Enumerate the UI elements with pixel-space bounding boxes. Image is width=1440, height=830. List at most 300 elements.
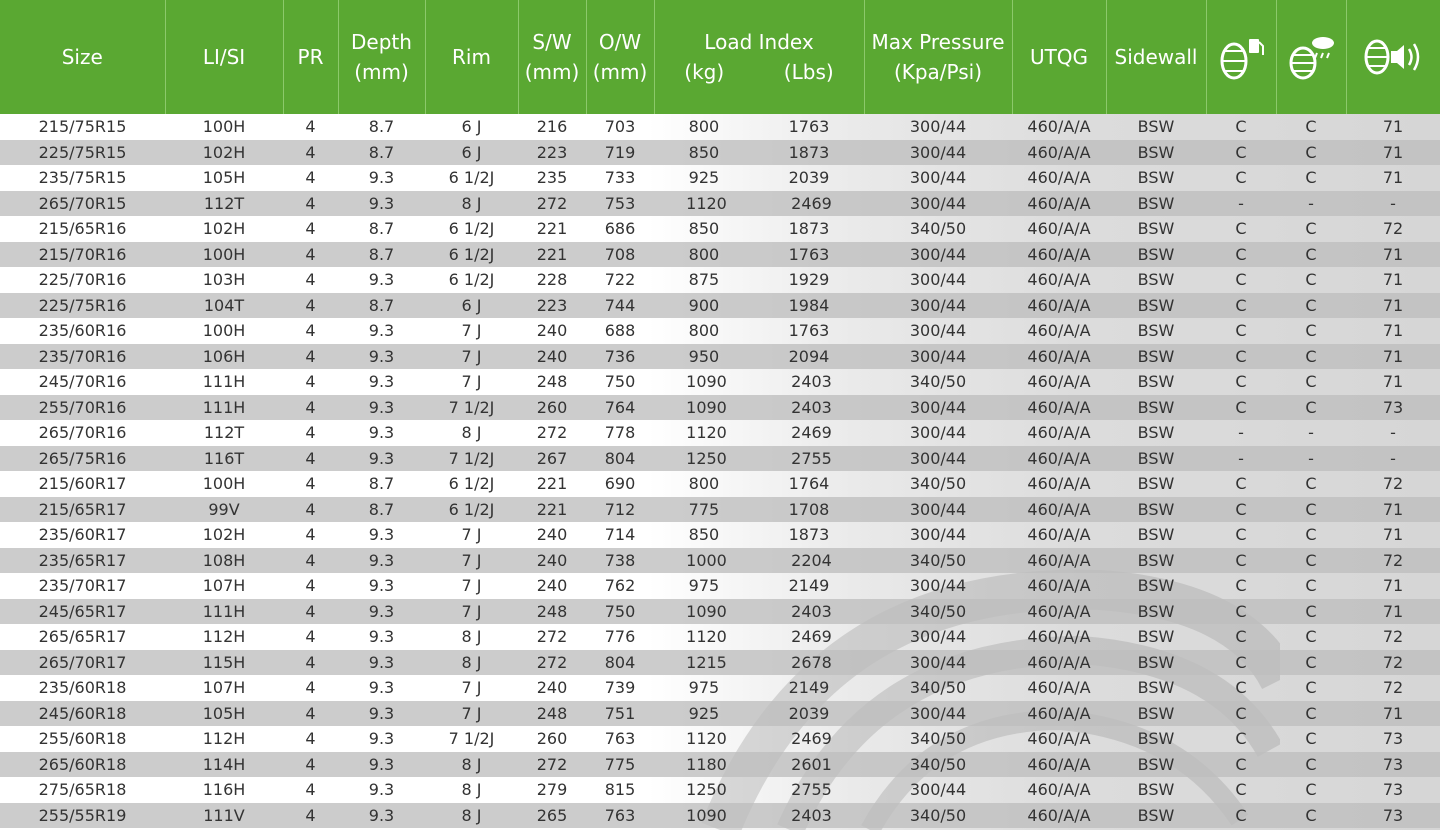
cell-max-pressure: 340/50 <box>864 548 1012 574</box>
cell-load-index <box>654 267 864 293</box>
header-sidewall: Sidewall <box>1106 0 1206 114</box>
cell-load-kg: 1250 <box>686 448 727 468</box>
cell-load-kg: 800 <box>688 321 720 340</box>
cell-pr: 4 <box>305 117 316 136</box>
cell-ow: 708 <box>586 242 654 268</box>
cell-load-lbs: 2403 <box>791 601 832 621</box>
cell-max-pressure: 340/50 <box>909 219 967 238</box>
cell-load-lbs: 1929 <box>788 270 830 289</box>
cell-fuel-rating: C <box>1206 548 1276 574</box>
cell-ow: 712 <box>586 497 654 523</box>
cell-sidewall: BSW <box>1106 803 1206 829</box>
cell-max-pressure: 300/44 <box>864 497 1012 523</box>
header-pr: PR <box>283 0 338 114</box>
cell-sw: 248 <box>518 599 586 625</box>
cell-fuel-rating: C <box>1206 803 1276 829</box>
cell-wet-rating: C <box>1305 576 1317 595</box>
cell-sw: 228 <box>536 270 568 289</box>
cell-rim: 6 1/2J <box>448 219 495 238</box>
cell-size: 265/60R18 <box>0 752 165 778</box>
cell-max-pressure: 300/44 <box>909 576 967 595</box>
cell-size: 235/70R17 <box>38 576 127 595</box>
cell-ow: 750 <box>604 372 636 391</box>
table-row <box>0 777 1440 803</box>
table-row <box>0 624 1440 650</box>
cell-rim: 8 J <box>425 752 518 778</box>
header-li-si: LI/SI <box>165 0 283 114</box>
cell-size: 235/60R17 <box>38 525 127 544</box>
cell-ow: 804 <box>586 446 654 472</box>
cell-max-pressure: 300/44 <box>864 140 1012 166</box>
cell-utqg: 460/A/A <box>1027 168 1091 187</box>
cell-utqg: 460/A/A <box>1012 548 1106 574</box>
tire-wet-icon <box>1276 0 1346 114</box>
cell-sw: 272 <box>536 423 568 442</box>
cell-load-lbs: 2469 <box>791 627 832 646</box>
cell-pr: 4 <box>283 344 338 370</box>
cell-depth: 9.3 <box>368 780 395 799</box>
cell-wet-rating: C <box>1305 627 1317 646</box>
table-body <box>0 114 1440 828</box>
cell-load-lbs: 2149 <box>788 576 830 595</box>
cell-fuel-rating: C <box>1235 627 1247 646</box>
cell-load-lbs: 1873 <box>788 142 830 162</box>
table-row <box>0 573 1440 599</box>
cell-sidewall: BSW <box>1106 650 1206 676</box>
cell-rim: 6 J <box>425 140 518 166</box>
cell-load-lbs: 2094 <box>788 346 830 366</box>
tire-fuel-icon <box>1206 0 1276 114</box>
cell-ow: 714 <box>604 525 636 544</box>
cell-utqg: 460/A/A <box>1027 627 1091 646</box>
cell-load-kg: 850 <box>688 142 720 162</box>
cell-load-kg: 800 <box>688 474 720 493</box>
cell-wet-rating: C <box>1305 474 1317 493</box>
cell-rim: 6 J <box>461 117 482 136</box>
cell-noise-db: 71 <box>1382 525 1404 544</box>
table-row <box>0 522 1440 548</box>
header-depth: Depth (mm) <box>338 0 425 114</box>
cell-ow: 736 <box>586 344 654 370</box>
cell-utqg: 460/A/A <box>1027 780 1091 799</box>
cell-li-si: 112T <box>203 423 245 442</box>
cell-load-lbs: 2039 <box>788 168 830 187</box>
cell-sidewall: BSW <box>1106 701 1206 727</box>
cell-noise-db: - <box>1346 446 1440 472</box>
cell-rim: 6 1/2J <box>425 497 518 523</box>
cell-wet-rating: C <box>1305 729 1317 748</box>
cell-load-index <box>654 471 864 497</box>
header-size: Size <box>0 0 165 114</box>
cell-fuel-rating: C <box>1235 219 1247 238</box>
cell-rim: 8 J <box>425 191 518 217</box>
cell-rim: 6 1/2J <box>448 474 495 493</box>
cell-max-pressure: 340/50 <box>864 803 1012 829</box>
cell-utqg: 460/A/A <box>1012 803 1106 829</box>
cell-wet-rating: C <box>1276 242 1346 268</box>
cell-max-pressure: 300/44 <box>864 293 1012 319</box>
cell-load-kg: 900 <box>688 295 720 315</box>
cell-load-lbs: 2403 <box>791 805 832 825</box>
cell-rim: 7 J <box>425 701 518 727</box>
cell-size: 255/55R19 <box>0 803 165 829</box>
cell-sidewall: BSW <box>1106 548 1206 574</box>
cell-fuel-rating: - <box>1238 423 1244 442</box>
cell-load-kg: 950 <box>688 346 720 366</box>
cell-li-si: 114H <box>165 752 283 778</box>
table-row <box>0 650 1440 676</box>
cell-noise-db: 71 <box>1346 497 1440 523</box>
cell-max-pressure: 300/44 <box>864 446 1012 472</box>
cell-sw: 272 <box>536 627 568 646</box>
cell-sw: 240 <box>536 321 568 340</box>
cell-size: 225/75R16 <box>0 293 165 319</box>
cell-utqg: 460/A/A <box>1012 599 1106 625</box>
cell-sidewall: BSW <box>1137 678 1175 697</box>
cell-pr: 4 <box>305 780 316 799</box>
cell-utqg: 460/A/A <box>1027 321 1091 340</box>
cell-utqg: 460/A/A <box>1012 497 1106 523</box>
cell-sw: 240 <box>536 525 568 544</box>
cell-max-pressure: 340/50 <box>909 678 967 697</box>
cell-load-kg: 775 <box>688 499 720 519</box>
cell-noise-db: 71 <box>1382 576 1404 595</box>
cell-fuel-rating: C <box>1206 395 1276 421</box>
cell-size: 225/70R16 <box>38 270 127 289</box>
cell-max-pressure: 300/44 <box>909 423 967 442</box>
cell-sw: 240 <box>518 548 586 574</box>
cell-utqg: 460/A/A <box>1012 344 1106 370</box>
cell-rim: 7 1/2J <box>425 395 518 421</box>
cell-load-kg: 925 <box>688 168 720 187</box>
cell-pr: 4 <box>305 321 316 340</box>
cell-li-si: 99V <box>165 497 283 523</box>
cell-wet-rating: C <box>1305 219 1317 238</box>
cell-depth: 9.3 <box>338 803 425 829</box>
cell-fuel-rating: C <box>1206 497 1276 523</box>
cell-ow: 815 <box>604 780 636 799</box>
cell-load-kg: 1250 <box>686 780 727 799</box>
cell-max-pressure: 340/50 <box>864 752 1012 778</box>
cell-li-si: 102H <box>202 525 246 544</box>
cell-load-lbs: 2039 <box>788 703 830 723</box>
cell-noise-db: 73 <box>1346 752 1440 778</box>
cell-load-index <box>654 624 864 650</box>
header-load-index: Load Index (kg) (Lbs) <box>654 0 864 114</box>
cell-max-pressure: 300/44 <box>864 395 1012 421</box>
cell-depth: 8.7 <box>338 293 425 319</box>
header-ow: O/W (mm) <box>586 0 654 114</box>
cell-wet-rating: C <box>1276 140 1346 166</box>
cell-sw: 248 <box>518 701 586 727</box>
cell-sw: 279 <box>536 780 568 799</box>
cell-sidewall: BSW <box>1137 525 1175 544</box>
cell-load-lbs: 1763 <box>788 244 830 264</box>
cell-load-index <box>654 777 864 803</box>
cell-sidewall: BSW <box>1137 627 1175 646</box>
cell-depth: 8.7 <box>368 474 395 493</box>
cell-noise-db: 71 <box>1382 372 1404 391</box>
cell-fuel-rating: C <box>1206 650 1276 676</box>
cell-sidewall: BSW <box>1106 752 1206 778</box>
cell-noise-db: 73 <box>1382 780 1404 799</box>
cell-rim: 7 J <box>425 548 518 574</box>
cell-pr: 4 <box>305 678 316 697</box>
cell-rim: 7 1/2J <box>425 446 518 472</box>
table-row <box>0 369 1440 395</box>
cell-pr: 4 <box>305 168 316 187</box>
cell-load-kg: 875 <box>688 270 720 289</box>
cell-utqg: 460/A/A <box>1027 423 1091 442</box>
cell-load-index <box>654 599 864 625</box>
cell-max-pressure: 300/44 <box>864 344 1012 370</box>
header-row <box>0 0 1440 114</box>
cell-load-kg: 1120 <box>686 729 727 748</box>
cell-utqg: 460/A/A <box>1012 293 1106 319</box>
cell-load-kg: 850 <box>688 525 720 544</box>
cell-utqg: 460/A/A <box>1012 140 1106 166</box>
cell-load-index <box>654 216 864 242</box>
cell-size: 265/70R17 <box>0 650 165 676</box>
cell-pr: 4 <box>305 576 316 595</box>
cell-li-si: 112H <box>202 627 246 646</box>
cell-utqg: 460/A/A <box>1012 701 1106 727</box>
cell-noise-db: 71 <box>1346 293 1440 319</box>
cell-load-lbs: 2149 <box>788 678 830 697</box>
cell-utqg: 460/A/A <box>1027 729 1091 748</box>
cell-load-kg: 1090 <box>686 397 727 417</box>
cell-li-si: 111H <box>165 395 283 421</box>
cell-max-pressure: 300/44 <box>909 117 967 136</box>
cell-li-si: 107H <box>202 576 246 595</box>
cell-ow: 764 <box>586 395 654 421</box>
cell-li-si: 107H <box>202 678 246 697</box>
cell-load-lbs: 1763 <box>788 117 830 136</box>
table-row <box>0 318 1440 344</box>
table-row <box>0 216 1440 242</box>
cell-load-index <box>654 114 864 140</box>
cell-fuel-rating: C <box>1206 242 1276 268</box>
cell-load-lbs: 2204 <box>791 550 832 570</box>
cell-load-index <box>654 573 864 599</box>
cell-ow: 753 <box>586 191 654 217</box>
cell-load-lbs: 2469 <box>791 423 832 442</box>
cell-depth: 8.7 <box>338 497 425 523</box>
table-row <box>0 267 1440 293</box>
cell-pr: 4 <box>283 395 338 421</box>
cell-load-kg: 1215 <box>686 652 727 672</box>
cell-fuel-rating: C <box>1235 729 1247 748</box>
cell-sw: 240 <box>536 678 568 697</box>
cell-fuel-rating: C <box>1206 599 1276 625</box>
table-row <box>0 726 1440 752</box>
cell-depth: 9.3 <box>368 321 395 340</box>
cell-pr: 4 <box>283 191 338 217</box>
cell-fuel-rating: C <box>1206 752 1276 778</box>
cell-noise-db: 71 <box>1346 344 1440 370</box>
cell-rim: 8 J <box>425 650 518 676</box>
cell-ow: 775 <box>586 752 654 778</box>
cell-pr: 4 <box>305 729 316 748</box>
cell-pr: 4 <box>283 548 338 574</box>
cell-noise-db: 72 <box>1382 627 1404 646</box>
cell-li-si: 112H <box>202 729 246 748</box>
table-row <box>0 497 1440 523</box>
cell-load-lbs: 1708 <box>788 499 830 519</box>
cell-load-lbs: 1873 <box>788 219 830 238</box>
cell-fuel-rating: C <box>1206 344 1276 370</box>
cell-li-si: 108H <box>165 548 283 574</box>
cell-utqg: 460/A/A <box>1027 678 1091 697</box>
cell-load-index <box>654 650 864 676</box>
cell-load-index <box>654 446 864 472</box>
cell-load-index <box>654 293 864 319</box>
cell-depth: 8.7 <box>368 219 395 238</box>
cell-rim: 7 J <box>461 321 482 340</box>
table-row <box>0 675 1440 701</box>
cell-load-kg: 925 <box>688 703 720 723</box>
table-row <box>0 114 1440 140</box>
cell-load-lbs: 2601 <box>791 754 832 774</box>
cell-sidewall: BSW <box>1106 140 1206 166</box>
cell-depth: 9.3 <box>338 191 425 217</box>
cell-depth: 9.3 <box>338 650 425 676</box>
cell-size: 245/60R18 <box>0 701 165 727</box>
cell-wet-rating: C <box>1276 344 1346 370</box>
cell-rim: 7 1/2J <box>448 729 495 748</box>
cell-sidewall: BSW <box>1137 423 1175 442</box>
cell-size: 215/60R17 <box>38 474 127 493</box>
cell-load-lbs: 2469 <box>791 729 832 748</box>
cell-sw: 223 <box>518 140 586 166</box>
table-row <box>0 803 1440 829</box>
cell-max-pressure: 300/44 <box>864 191 1012 217</box>
cell-max-pressure: 340/50 <box>909 372 967 391</box>
cell-load-kg: 1000 <box>686 550 727 570</box>
cell-load-index <box>654 497 864 523</box>
cell-utqg: 460/A/A <box>1027 372 1091 391</box>
cell-rim: 8 J <box>461 423 482 442</box>
cell-size: 215/70R16 <box>0 242 165 268</box>
cell-fuel-rating: C <box>1235 678 1247 697</box>
cell-li-si: 102H <box>202 219 246 238</box>
cell-fuel-rating: C <box>1235 168 1247 187</box>
cell-rim: 7 J <box>461 576 482 595</box>
cell-fuel-rating: C <box>1235 576 1247 595</box>
cell-fuel-rating: C <box>1235 270 1247 289</box>
cell-fuel-rating: C <box>1206 293 1276 319</box>
cell-rim: 6 1/2J <box>448 270 495 289</box>
table-row <box>0 599 1440 625</box>
cell-wet-rating: C <box>1305 372 1317 391</box>
cell-sw: 235 <box>536 168 568 187</box>
cell-load-index <box>654 318 864 344</box>
cell-max-pressure: 300/44 <box>909 525 967 544</box>
cell-size: 245/70R16 <box>38 372 127 391</box>
cell-noise-db: 71 <box>1346 701 1440 727</box>
cell-size: 255/60R18 <box>38 729 127 748</box>
cell-pr: 4 <box>283 599 338 625</box>
cell-ow: 778 <box>604 423 636 442</box>
cell-load-index <box>654 548 864 574</box>
cell-max-pressure: 340/50 <box>909 729 967 748</box>
cell-wet-rating: C <box>1305 780 1317 799</box>
cell-sw: 272 <box>518 752 586 778</box>
cell-noise-db: 73 <box>1346 395 1440 421</box>
cell-noise-db: 71 <box>1346 599 1440 625</box>
cell-sidewall: BSW <box>1137 474 1175 493</box>
table-row <box>0 420 1440 446</box>
cell-wet-rating: C <box>1276 650 1346 676</box>
cell-load-index <box>654 752 864 778</box>
cell-pr: 4 <box>283 701 338 727</box>
cell-depth: 9.3 <box>368 627 395 646</box>
cell-size: 225/75R15 <box>0 140 165 166</box>
table-row <box>0 344 1440 370</box>
cell-sidewall: BSW <box>1137 576 1175 595</box>
cell-max-pressure: 300/44 <box>909 321 967 340</box>
cell-sidewall: BSW <box>1137 117 1175 136</box>
cell-load-kg: 850 <box>688 219 720 238</box>
cell-wet-rating: C <box>1305 525 1317 544</box>
cell-wet-rating: C <box>1276 293 1346 319</box>
cell-wet-rating: C <box>1276 599 1346 625</box>
cell-rim: 7 J <box>461 678 482 697</box>
cell-size: 265/75R16 <box>0 446 165 472</box>
cell-depth: 9.3 <box>368 423 395 442</box>
cell-rim: 7 J <box>461 525 482 544</box>
cell-li-si: 100H <box>202 474 246 493</box>
cell-sw: 221 <box>518 242 586 268</box>
cell-ow: 690 <box>604 474 636 493</box>
cell-load-lbs: 1873 <box>788 525 830 544</box>
cell-noise-db: - <box>1390 423 1396 442</box>
cell-depth: 9.3 <box>368 525 395 544</box>
cell-fuel-rating: C <box>1235 321 1247 340</box>
cell-load-lbs: 2755 <box>791 448 832 468</box>
cell-sw: 223 <box>518 293 586 319</box>
cell-noise-db: 73 <box>1382 729 1404 748</box>
table-row <box>0 165 1440 191</box>
cell-sw: 240 <box>518 344 586 370</box>
cell-utqg: 460/A/A <box>1027 219 1091 238</box>
cell-ow: 688 <box>604 321 636 340</box>
cell-depth: 8.7 <box>338 140 425 166</box>
cell-noise-db: 71 <box>1382 117 1404 136</box>
cell-depth: 9.3 <box>338 752 425 778</box>
cell-pr: 4 <box>305 423 316 442</box>
cell-utqg: 460/A/A <box>1012 752 1106 778</box>
cell-load-index <box>654 344 864 370</box>
cell-noise-db: 71 <box>1346 242 1440 268</box>
cell-ow: 744 <box>586 293 654 319</box>
cell-utqg: 460/A/A <box>1012 446 1106 472</box>
cell-sidewall: BSW <box>1106 344 1206 370</box>
cell-ow: 733 <box>604 168 636 187</box>
cell-size: 235/75R15 <box>38 168 127 187</box>
cell-ow: 763 <box>604 729 636 748</box>
cell-rim: 6 J <box>425 293 518 319</box>
cell-load-kg: 1120 <box>686 627 727 646</box>
cell-fuel-rating: C <box>1235 474 1247 493</box>
cell-load-index <box>654 165 864 191</box>
cell-max-pressure: 300/44 <box>864 701 1012 727</box>
cell-noise-db: 72 <box>1346 548 1440 574</box>
cell-sw: 260 <box>536 729 568 748</box>
table-row <box>0 395 1440 421</box>
cell-li-si: 102H <box>165 140 283 166</box>
cell-size: 265/70R16 <box>38 423 127 442</box>
